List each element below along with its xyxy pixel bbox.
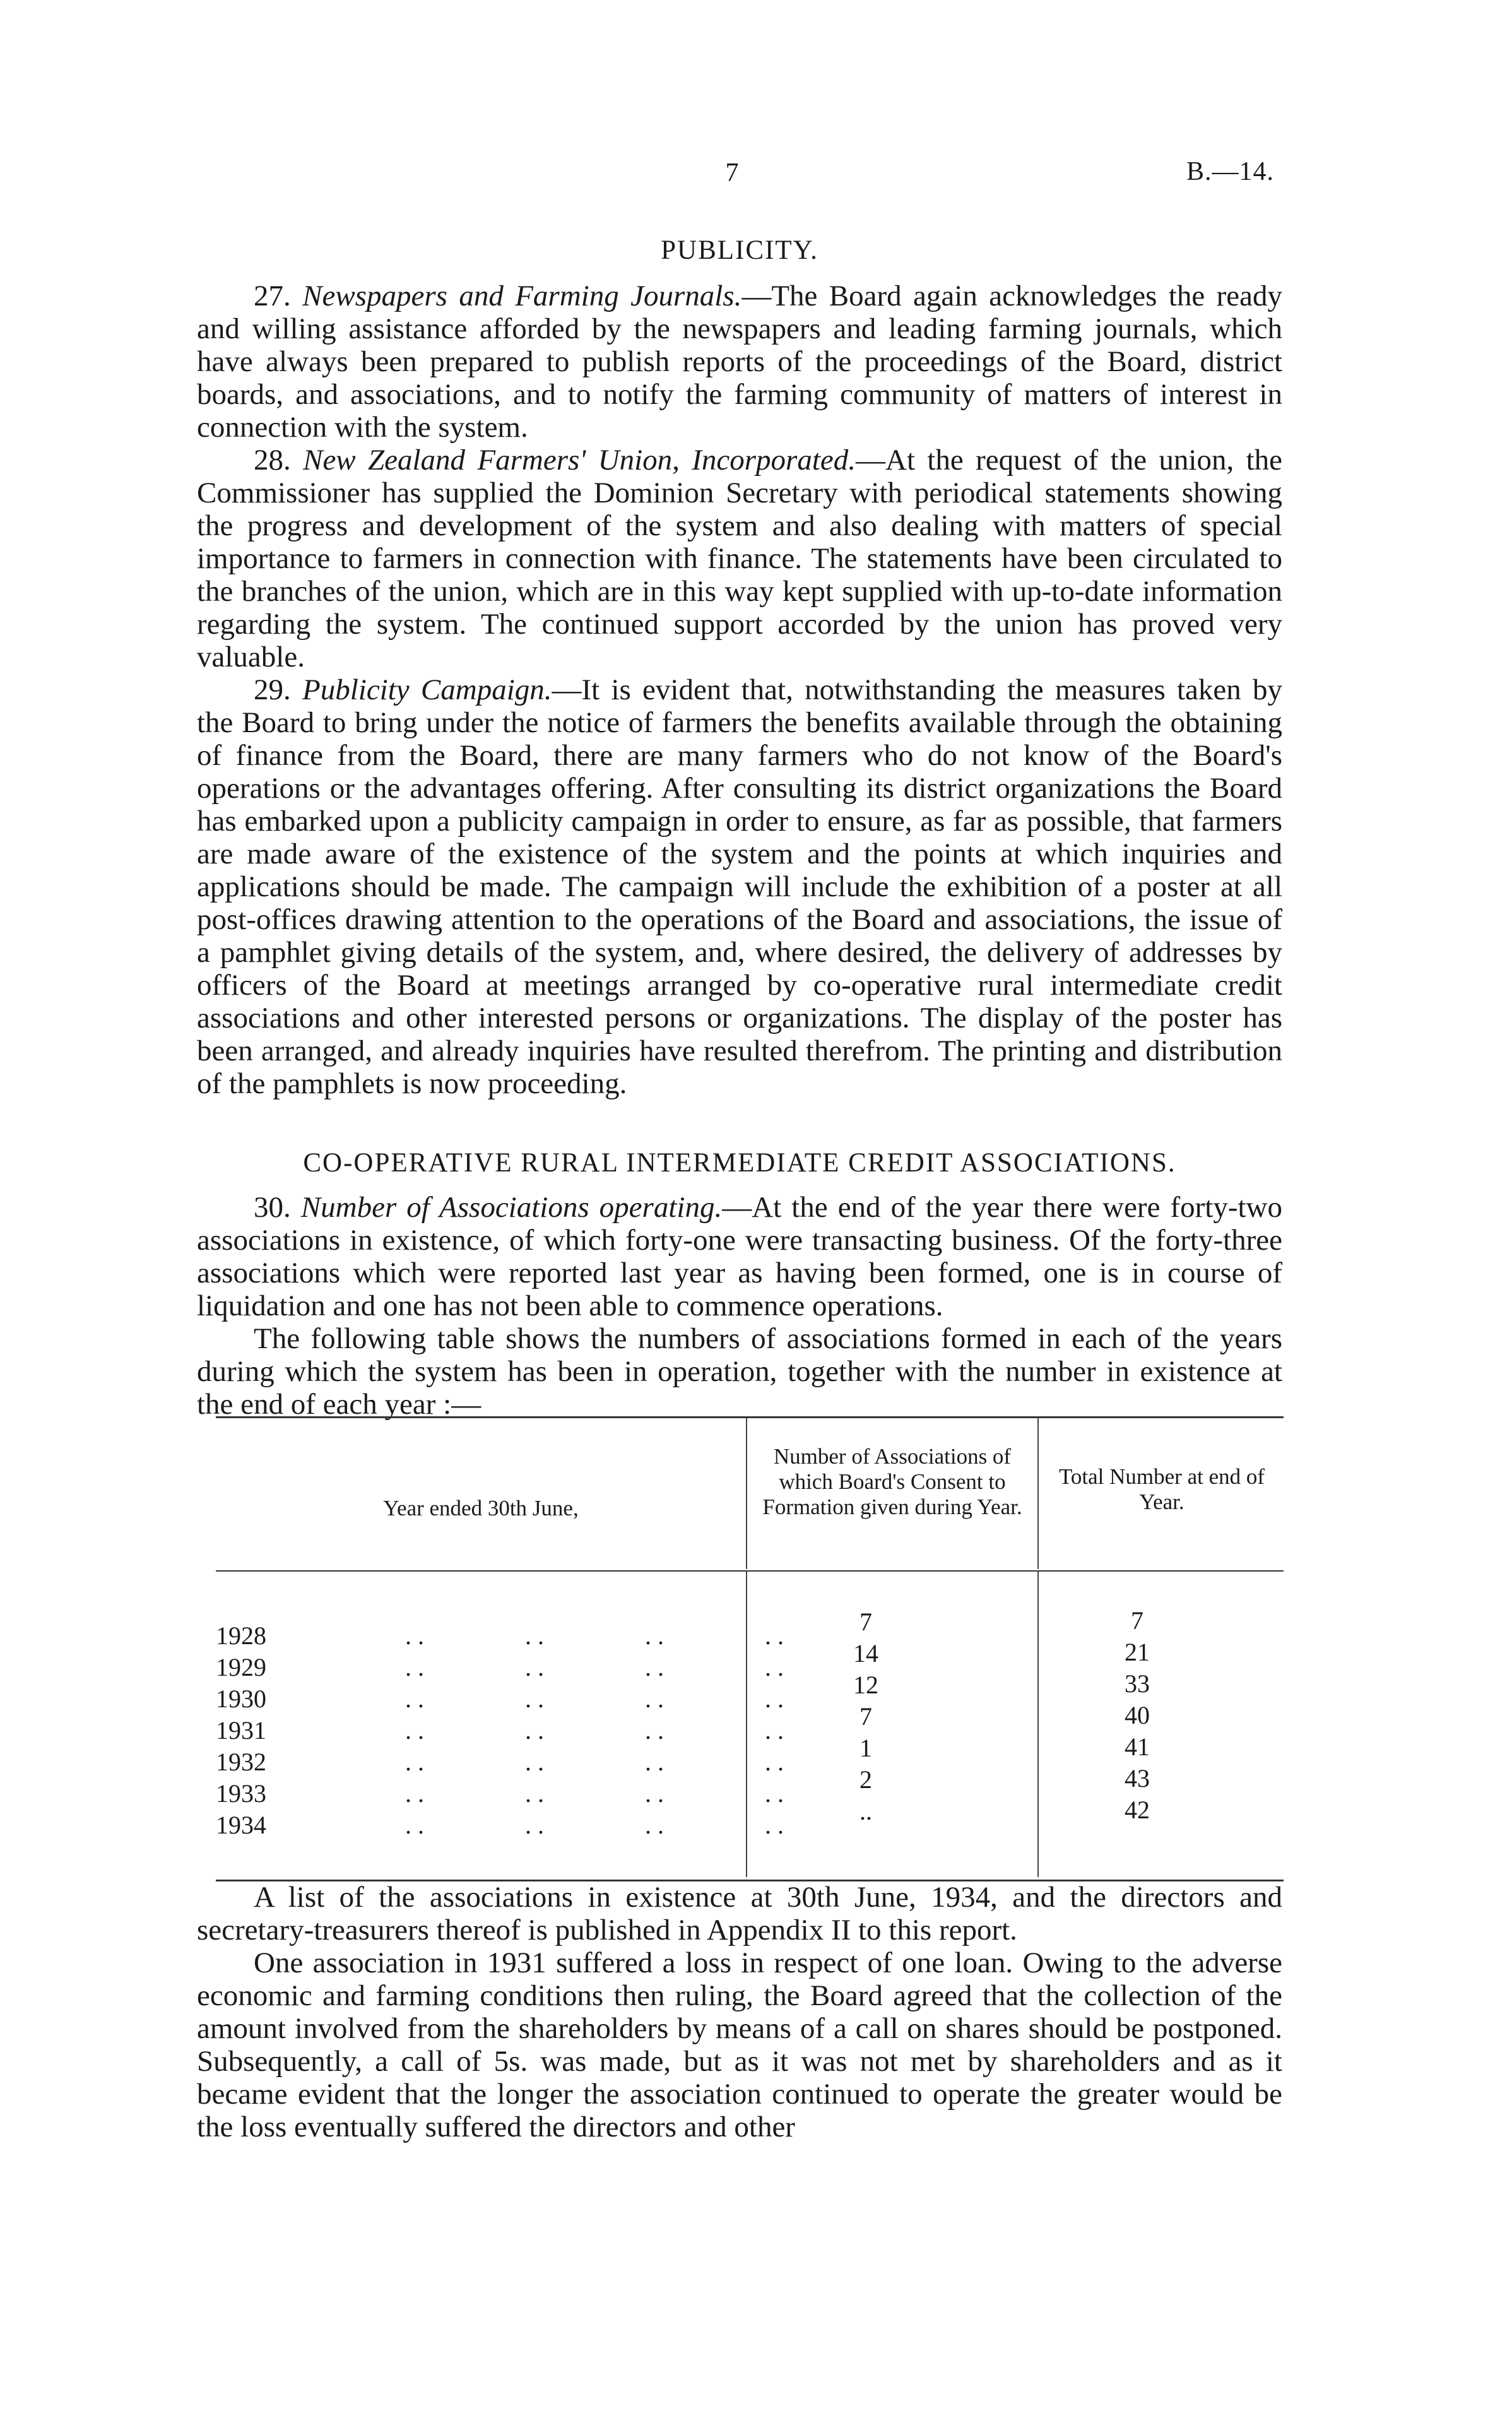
leader-dots: . . [405,1621,424,1650]
para-number: 30. [254,1191,291,1224]
leader-dots: . . [405,1653,424,1681]
para-number: 27. [254,280,291,312]
paragraph-28 [197,444,1282,673]
leader-dots: . . [525,1716,544,1745]
table-row-formed: .. [859,1797,872,1825]
header-bottom-rule [216,1570,1284,1572]
para-text: —The Board again acknowledges the ready and willing assistance afforded by the newspapers and leading farming journals, which have always been prepared to publish reports of the proceedings of the Board, district boards, and associations, and to notify the farming community of matters of interest in connection with the system. [197,280,1282,444]
table-row-year: 1934 [216,1811,266,1839]
dot-leader [355,1684,960,1714]
para-text: —At the end of the year there were forty-two associations in existence, of which forty-one were transacting business. Of the forty-three associations which were reported last year as having been formed, one is in course of liquidation and one has not been able to commence operations. [197,1191,1282,1322]
dot-leader [355,1715,960,1745]
loss-paragraph: One association in 1931 suffered a loss in respect of one loan. Owing to the adverse economic and farming conditions then ruling, the Board agreed that the collection of the amount involved from the shareholders by means of a call on shares should be postponed. Subsequently, a call of 5s. was made, but as it was not met by shareholders and as it became evident that the longer the association continued to operate the greater would be the loss eventually suffered the directors and other [197,1946,1282,2143]
para-number: 29. [254,673,291,706]
leader-dots: . . [765,1653,784,1681]
document-reference: B.—14. [1186,157,1275,186]
table-row-total: 43 [1125,1764,1150,1792]
leader-dots: . . [645,1653,664,1681]
paragraph-27 [197,280,1282,444]
para-number: 28. [254,444,291,477]
table-row-year: 1929 [216,1653,266,1681]
leader-dots: . . [405,1748,424,1776]
table-row-year: 1932 [216,1748,266,1776]
table-row-formed: 7 [859,1608,872,1636]
table-top-rule [216,1416,1284,1418]
para-text: —It is evident that, notwithstanding the measures taken by the Board to bring under the notice of farmers the benefits available through the obtaining of finance from the Board, there are many farmers who do not know of the Board's operations or the advantages offering. After consulting its district organizations the Board has embarked upon a publicity campaign in order to ensure, as far as possible, that farmers are made aware of the existence of the system and the points at which inquiries and applications should be made. The campaign will include the exhibition of a poster at all post-offices drawing attention to the operations of the Board and associations, the issue of a pamphlet giving details of the system, and, where desired, the delivery of addresses by officers of the Board at meetings arranged by co-operative rural intermediate credit associations and other interested persons or organizations. The display of the poster has been arranged, and already inquiries have resulted therefrom. The printing and distribution of the pamphlets is now proceeding. [197,673,1283,1100]
table-row-year: 1930 [216,1685,266,1713]
para-lead: Publicity Campaign. [302,673,552,706]
after-table-section [197,1881,1282,2143]
header-formed: Number of Associations of which Board's Consent to Formation given during Year. [762,1444,1022,1519]
leader-dots: . . [645,1779,664,1808]
table-row-year: 1933 [216,1779,266,1808]
leader-dots: . . [525,1811,544,1839]
table-row-year: 1928 [216,1621,266,1650]
leader-dots: . . [765,1716,784,1745]
dot-leader [355,1652,960,1682]
associations-heading: CO-OPERATIVE RURAL INTERMEDIATE CREDIT ASSOCIATIONS. [303,1148,1176,1178]
dot-leader [355,1747,960,1777]
table-intro: The following table shows the numbers of associations formed in each of the years during which the system has been in operation, together with the number in existence at the end of each year :— [197,1322,1282,1421]
leader-dots: . . [645,1748,664,1776]
leader-dots: . . [525,1685,544,1713]
table-row-total: 42 [1125,1796,1150,1824]
table-row-total: 33 [1125,1669,1150,1698]
table-row-formed: 14 [853,1639,878,1668]
leader-dots: . . [405,1716,424,1745]
table-row-total: 21 [1125,1638,1150,1666]
associations-table [216,1416,1284,1909]
leader-dots: . . [405,1685,424,1713]
leader-dots: . . [765,1811,784,1839]
leader-dots: . . [525,1621,544,1650]
table-row-total: 7 [1131,1606,1143,1635]
dot-leader [355,1779,960,1808]
leader-dots: . . [765,1779,784,1808]
col-divider [1037,1418,1039,1569]
leader-dots: . . [765,1685,784,1713]
table-row-formed: 7 [859,1702,872,1731]
table-row-formed: 2 [859,1765,872,1794]
leader-dots: . . [765,1621,784,1650]
page-number: 7 [725,158,739,187]
leader-dots: . . [645,1621,664,1650]
header-year: Year ended 30th June, [383,1496,579,1520]
leader-dots: . . [645,1716,664,1745]
table-row-year: 1931 [216,1716,266,1745]
leader-dots: . . [645,1811,664,1839]
para-lead: Newspapers and Farming Journals. [302,280,742,312]
appendix-note: A list of the associations in existence at 30th June, 1934, and the directors and secretary-treasurers thereof is published in Appendix II to this report. [197,1881,1282,1946]
table-row-total: 41 [1125,1733,1150,1761]
table-row-total: 40 [1125,1701,1150,1729]
leader-dots: . . [525,1653,544,1681]
paragraph-30 [197,1191,1282,1322]
publicity-heading: PUBLICITY. [661,235,818,265]
publicity-section [197,235,1282,1100]
header-total: Total Number at end of Year. [1058,1464,1265,1514]
leader-dots: . . [645,1685,664,1713]
para-lead: New Zealand Farmers' Union, Incorporated. [303,444,856,477]
leader-dots: . . [765,1748,784,1776]
col-divider [746,1418,747,1569]
leader-dots: . . [405,1779,424,1808]
para-lead: Number of Associations operating. [300,1191,723,1224]
leader-dots: . . [405,1811,424,1839]
dot-leader [355,1621,960,1650]
associations-section [197,1147,1282,1421]
paragraph-29 [197,673,1282,1100]
para-text: —At the request of the union, the Commissioner has supplied the Dominion Secretary with periodical statements showing the progress and development of the system and also dealing with matters of special importance to farmers in connection with finance. The statements have been circulated to the branches of the union, which are in this way kept supplied with up-to-date information regarding the system. The continued support accorded by the union has proved very valuable. [197,444,1282,673]
leader-dots: . . [525,1748,544,1776]
dot-leader [355,1810,960,1840]
table-row-formed: 1 [859,1734,872,1762]
leader-dots: . . [525,1779,544,1808]
table-row-formed: 12 [853,1671,878,1699]
